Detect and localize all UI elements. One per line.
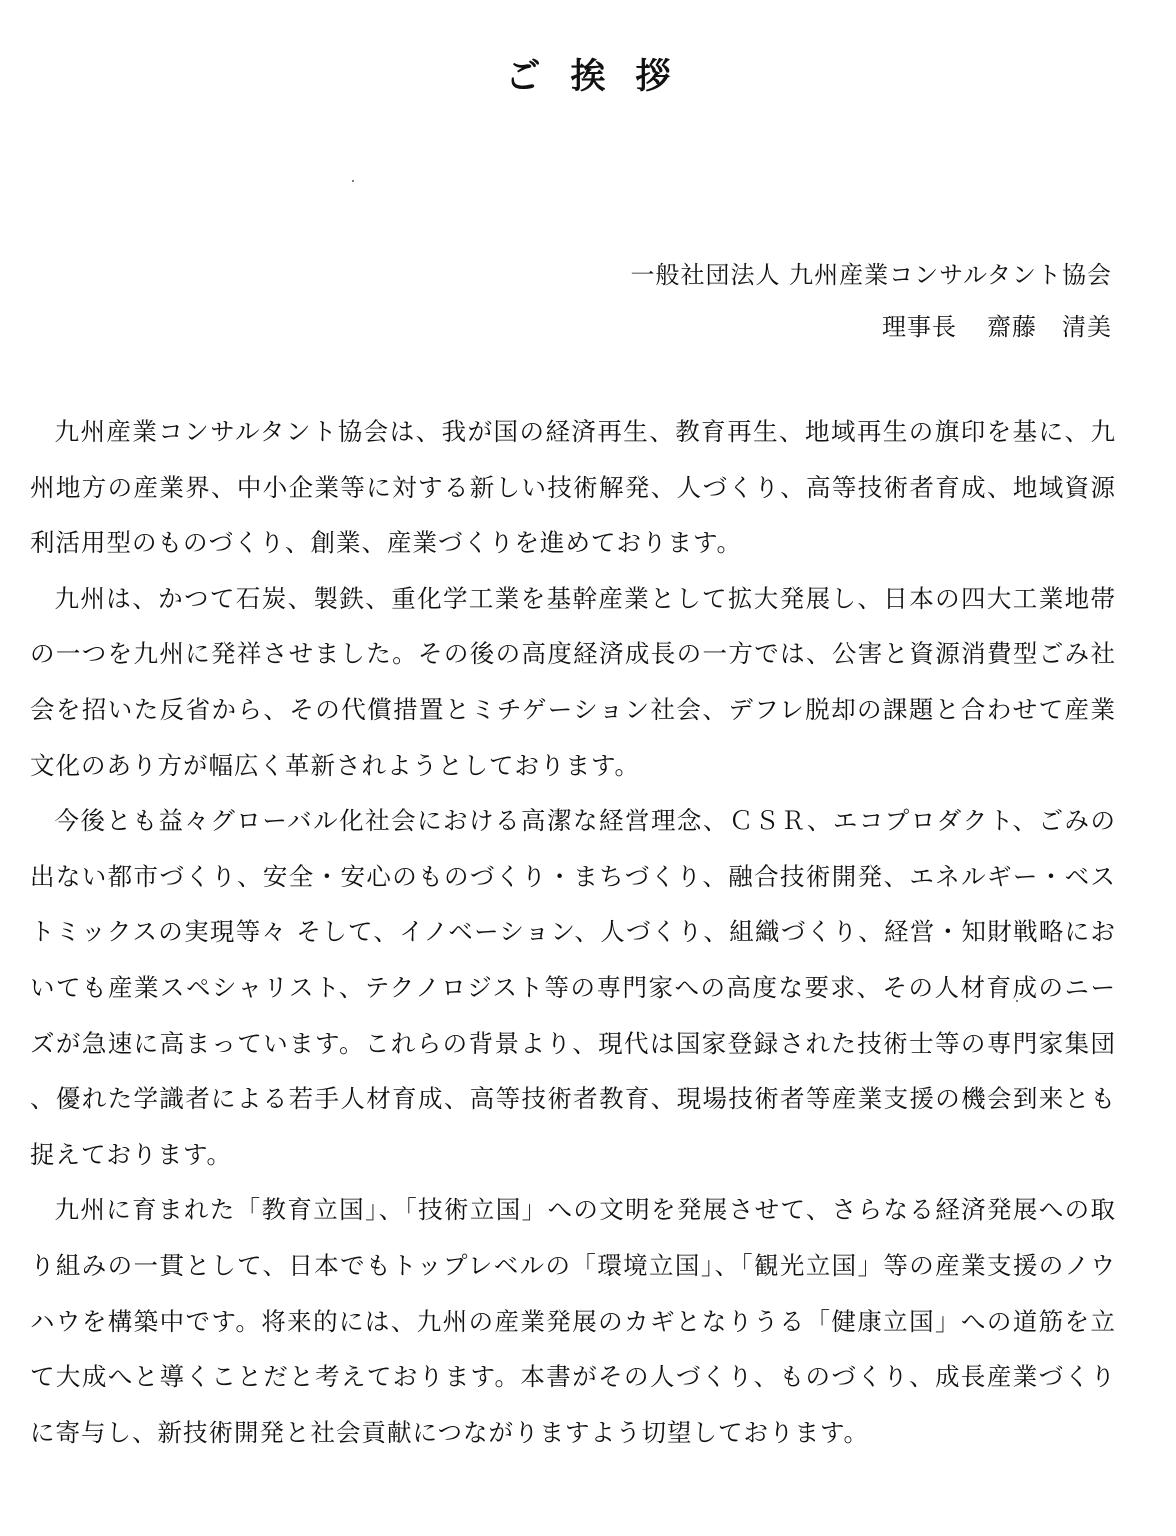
page-title: ご挨拶	[505, 57, 701, 97]
signature-organization: 一般社団法人 九州産業コンサルタント協会	[630, 261, 1112, 289]
signature-name: 齋藤 清美	[987, 313, 1112, 341]
body-paragraph: 今後とも益々グローバル化社会における高潔な経営理念、ＣＳＲ、エコプロダクト、ごみの出ない都市づくり、安全・安心のものづくり・まちづくり、融合技術開発、エネルギー・ベストミックスの実現等々 そして、イノベーション、人づくり、組織づくり、経営・知財戦略においても産業スペシャリスト、テクノロジスト等の専門家への高度な要求、その人材育成のニーズが急速に高まっています。これらの背景より、現代は国家登録された技術士等の専門家集団、優れた学識者による若手人材育成、高等技術者教育、現場技術者等産業支援の機会到来とも捉えております。	[30, 806, 1116, 1169]
greeting-body	[30, 404, 1116, 1460]
body-paragraph: 九州は、かつて石炭、製鉄、重化学工業を基幹産業として拡大発展し、日本の四大工業地帯の一つを九州に発祥させました。その後の高度経済成長の一方では、公害と資源消費型ごみ社会を招いた反省から、その代償措置とミチゲーション社会、デフレ脱却の課題と合わせて産業文化のあり方が幅広く革新されようとしております。	[30, 583, 1116, 780]
signature-person	[882, 308, 1112, 346]
body-paragraph: 九州に育まれた「教育立国」、「技術立国」への文明を発展させて、さらなる経済発展への取り組みの一貫として、日本でもトップレベルの「環境立国」、「観光立国」等の産業支援のノウハウを構築中です。将来的には、九州の産業発展のカギとなりうる「健康立国」への道筋を立て大成へと導くことだと考えております。本書がその人づくり、ものづくり、成長産業づくりに寄与し、新技術開発と社会貢献につながりますよう切望しております。	[30, 1195, 1116, 1447]
scan-speck	[352, 180, 354, 182]
signature-position: 理事長	[882, 313, 957, 341]
body-paragraph: 九州産業コンサルタント協会は、我が国の経済再生、教育再生、地域再生の旗印を基に、九州地方の産業界、中小企業等に対する新しい技術解発、人づくり、高等技術者育成、地域資源利活用型のものづくり、創業、産業づくりを進めております。	[30, 417, 1116, 558]
